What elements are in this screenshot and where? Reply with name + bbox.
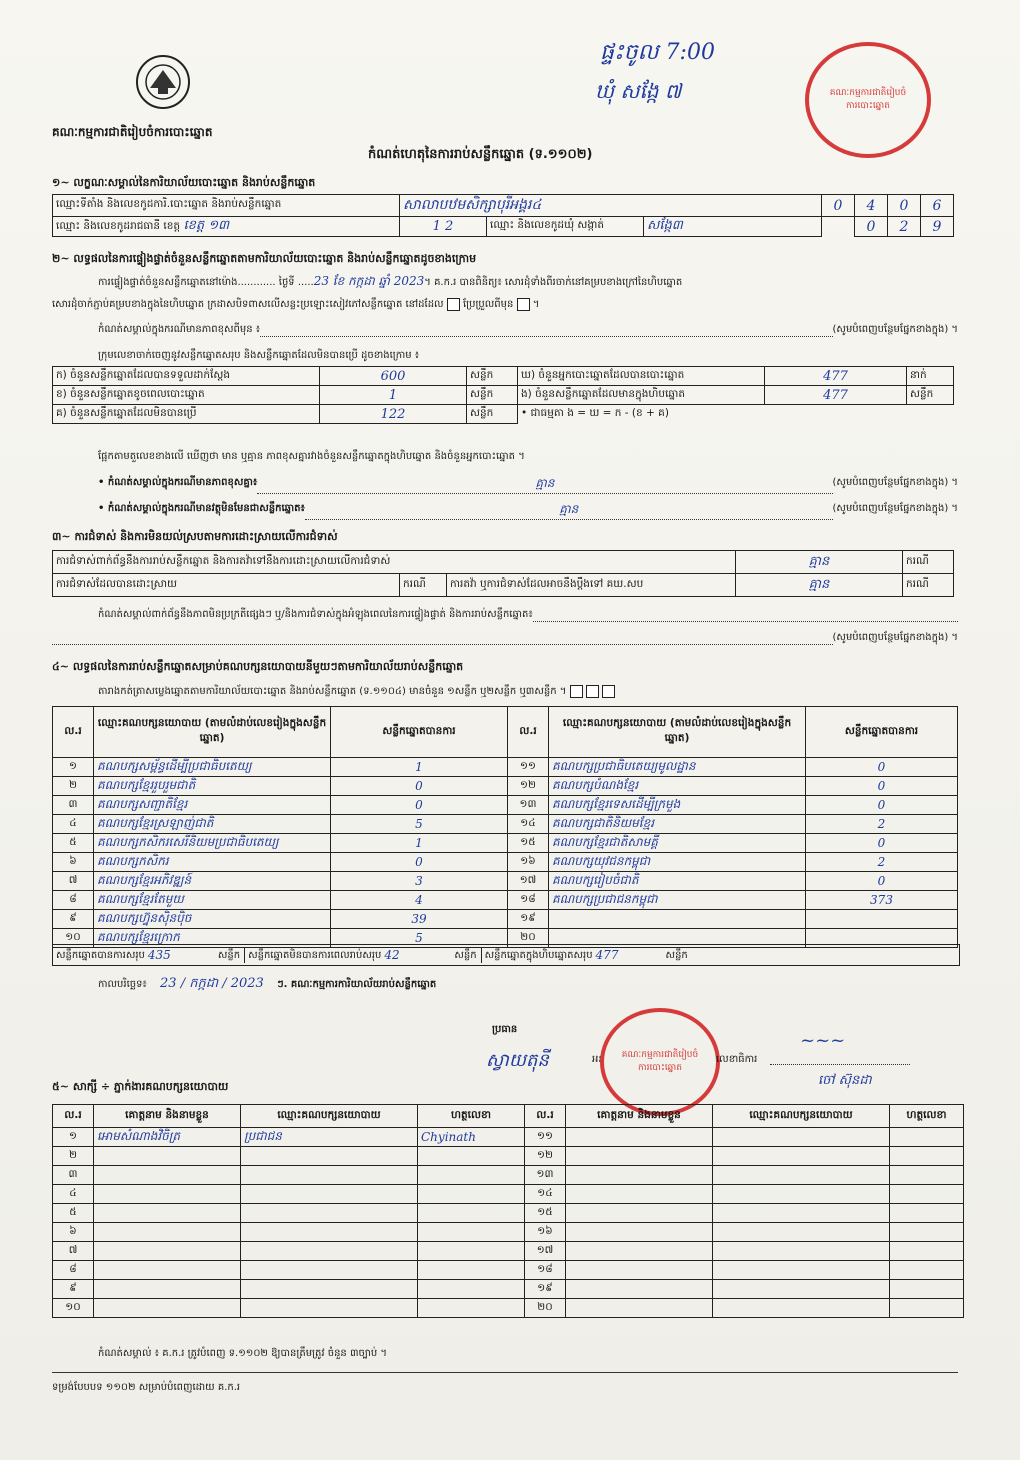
- count-value-e: 477: [765, 386, 907, 405]
- witness-signature: [418, 1280, 525, 1299]
- appeal-label: ការតវ៉ា ឬការជំទាស់ដែលអាចនឹងប្ដឹងទៅ គឃ.សប: [447, 574, 736, 597]
- objection-table: [52, 550, 954, 597]
- witness-signature: [418, 1185, 525, 1204]
- witness-row: [53, 1128, 964, 1147]
- total-valid-value: 435: [147, 948, 171, 962]
- committee-name: គណៈកម្មការជាតិរៀបចំការបោះឆ្នោត: [52, 125, 213, 139]
- witness-signature: [418, 1223, 525, 1242]
- diff-note: • កំណត់សម្គាល់ក្នុងករណីមានភាពខុសគ្នា៖ គ្មាន (សូមបំពេញបន្ថែមផ្នែកខាងក្នុង) ។: [98, 475, 958, 494]
- results-party: គណបក្សហ្វ៊ុនស៊ិនប៉ិច: [94, 910, 331, 929]
- witness-party: [713, 1128, 890, 1147]
- checkbox-three-sheets[interactable]: [602, 685, 615, 698]
- witness-party: [713, 1242, 890, 1261]
- witness-col-party: ឈ្មោះគណបក្សនយោបាយ: [241, 1105, 418, 1128]
- witness-signature: [890, 1223, 964, 1242]
- witness-col-sig: ហត្ថលេខា: [418, 1105, 525, 1128]
- objection-unit: ករណី: [903, 551, 954, 574]
- witness-no: ១២: [525, 1147, 566, 1166]
- witness-name: [94, 1261, 241, 1280]
- results-votes: 0: [806, 758, 958, 777]
- results-votes: 373: [806, 891, 958, 910]
- witness-party: [241, 1299, 418, 1318]
- witness-party: [241, 1166, 418, 1185]
- results-votes: 0: [331, 853, 508, 872]
- handwritten-place: ឃុំ សង្កែ ៧: [595, 79, 682, 103]
- commune-label: ឈ្មោះ និងលេខកូដឃុំ សង្កាត់: [487, 217, 644, 237]
- total-invalid-label: សន្លឹកឆ្នោតមិនបានការពេលរាប់សរុប: [248, 949, 382, 961]
- witness-signature: [890, 1299, 964, 1318]
- count-label-b: ខ) ចំនួនសន្លឹកឆ្នោតខូចពេលបោះឆ្នោត: [53, 386, 320, 405]
- results-party: គណបក្សរៀបចំជាតិ: [549, 872, 806, 891]
- witness-name: [94, 1166, 241, 1185]
- commune-value: សង្កែ៣: [644, 217, 822, 237]
- results-row: [53, 758, 958, 777]
- witness-name: [94, 1299, 241, 1318]
- results-party: គណបក្សយុវជនកម្ពុជា: [549, 853, 806, 872]
- commune-code-1: 0: [855, 217, 888, 237]
- results-no: ១១: [508, 758, 549, 777]
- results-col-party-2: ឈ្មោះគណបក្សនយោបាយ (តាមលំដាប់លេខរៀងក្នុងសន្លឹកឆ្នោត): [549, 707, 806, 758]
- results-party: គណបក្សខ្មែរអភិវឌ្ឍន៍: [94, 872, 331, 891]
- witness-no: ១០: [53, 1299, 94, 1318]
- witness-col-sig-2: ហត្ថលេខា: [890, 1105, 964, 1128]
- count-value-b: 1: [320, 386, 467, 405]
- witness-name: [94, 1280, 241, 1299]
- results-party: គណបក្សកសិករ: [94, 853, 331, 872]
- diff-line: ផ្អែកតាមតួលេខខាងលើ ឃើញថា មាន ឬគ្មាន ភាពខុសគ្នារវាងចំនួនសន្លឹកឆ្នោតក្នុងហិបឆ្នោត និងចំនួនអ្នកបោះឆ្នោត ។: [98, 451, 525, 462]
- results-col-no-2: ល.រ: [508, 707, 549, 758]
- witness-name: [566, 1147, 713, 1166]
- witness-party: [713, 1147, 890, 1166]
- results-party: គណបក្សប្រជាធិបតេយ្យមូលដ្ឋាន: [549, 758, 806, 777]
- appeal-value: គ្មាន: [736, 574, 903, 597]
- chair-label: ប្រធាន: [492, 1024, 518, 1035]
- witness-col-name-2: គោត្តនាម និងនាមខ្លួន: [566, 1105, 713, 1128]
- witness-signature: [418, 1261, 525, 1280]
- nec-logo: [128, 52, 198, 112]
- results-no: ១៩: [508, 910, 549, 929]
- section3-heading: ៣~ ការជំទាស់ និងការមិនយល់ស្របតាមការដោះស្រាយលើការជំទាស់: [52, 530, 338, 543]
- total-box-value: 477: [595, 948, 619, 962]
- witness-signature: [890, 1166, 964, 1185]
- results-no: ៧: [53, 872, 94, 891]
- witness-no: ៤: [53, 1185, 94, 1204]
- witness-party: [241, 1204, 418, 1223]
- witness-no: ១: [53, 1128, 94, 1147]
- witness-row: [53, 1280, 964, 1299]
- witness-signature: [418, 1204, 525, 1223]
- results-votes: 4: [331, 891, 508, 910]
- totals-row: សន្លឹកឆ្នោតបានការសរុប 435 សន្លឹក សន្លឹកឆ្នោតមិនបានការពេលរាប់សរុប 42 សន្លឹក សន្លឹកឆ្នោតក្នុងហិបឆ្នោតសរុប 477 សន្លឹក: [52, 944, 960, 966]
- results-party: គណបក្សខ្មែរស្រឡាញ់ជាតិ: [94, 815, 331, 834]
- form-title: កំណត់ហេតុនៃការរាប់សន្លឹកឆ្នោត (ទ.១១០២): [368, 147, 593, 162]
- count-date: 23 / កក្កដា / 2023: [160, 976, 264, 991]
- results-row: [53, 910, 958, 929]
- results-row: [53, 796, 958, 815]
- resolved-unit: ករណី: [400, 574, 447, 597]
- witness-signature: [890, 1185, 964, 1204]
- results-votes: [806, 910, 958, 929]
- location-code-3: 0: [888, 195, 921, 217]
- witness-party: [241, 1185, 418, 1204]
- witness-row: [53, 1185, 964, 1204]
- footer-divider: [52, 1372, 958, 1373]
- witness-signature: [418, 1299, 525, 1318]
- location-label: ឈ្មោះទីតាំង និងលេខកូដការិ.បោះឆ្នោត និងរាប់សន្លឹកឆ្នោត: [53, 195, 400, 217]
- total-valid-label: សន្លឹកឆ្នោតបានការសរុប: [56, 949, 145, 961]
- checkbox-two-sheets[interactable]: [586, 685, 599, 698]
- irregularity-note-2: (សូមបំពេញបន្ថែមផ្នែកខាងក្នុង) ។: [52, 630, 958, 645]
- results-no: ៤: [53, 815, 94, 834]
- results-no: ៩: [53, 910, 94, 929]
- witness-row: [53, 1204, 964, 1223]
- witness-name: [566, 1204, 713, 1223]
- witness-signature: [890, 1204, 964, 1223]
- location-code-4: 6: [921, 195, 954, 217]
- results-col-votes-2: សន្លឹកឆ្នោតបានការ: [806, 707, 958, 758]
- results-votes: 39: [331, 910, 508, 929]
- count-value-a: 600: [320, 367, 467, 386]
- results-party: គណបក្សកសិករសេរីនិយមប្រជាធិបតេយ្យ: [94, 834, 331, 853]
- results-no: ១៦: [508, 853, 549, 872]
- official-stamp-top: គណៈកម្មការជាតិរៀបចំការបោះឆ្នោត: [805, 42, 931, 158]
- witness-name: [94, 1242, 241, 1261]
- witness-signature: [890, 1147, 964, 1166]
- handwritten-time: ផ្ទះចូល 7:00: [600, 40, 715, 65]
- witness-row: [53, 1223, 964, 1242]
- witness-name: [94, 1185, 241, 1204]
- date-committee-line: កាលបរិច្ឆេទ៖ 23 / កក្កដា / 2023 ៗ. គណៈកម្មការការិយាល័យរាប់សន្លឹកឆ្នោត: [98, 976, 437, 991]
- results-no: ១៥: [508, 834, 549, 853]
- secretary-name: ចៅ ស៊ុនដា: [818, 1073, 872, 1088]
- witness-signature: [418, 1242, 525, 1261]
- witness-no: ១៦: [525, 1223, 566, 1242]
- witness-name: [566, 1166, 713, 1185]
- witness-name: អោមសំណាងវិចិត្រ: [94, 1128, 241, 1147]
- results-votes: 0: [331, 796, 508, 815]
- foreign-object-value: គ្មាន: [559, 502, 579, 516]
- results-votes: 1: [331, 758, 508, 777]
- verify-line: ការផ្ទៀងផ្ទាត់ចំនួនសន្លឹកឆ្នោតនៅម៉ោង............ ថ្ងៃទី .....23 ខែ កក្កដា ឆ្នាំ 2023។ គ.ក.រ បានពិនិត្យ៖ សោរ​ដុំទាំងពីរចាក់នៅគម្របខាងក្រៅនៃហិបឆ្នោត: [98, 274, 683, 288]
- official-stamp-bottom: គណៈកម្មការជាតិរៀបចំការបោះឆ្នោត: [600, 1008, 720, 1116]
- results-votes: 0: [806, 872, 958, 891]
- results-party: គណបក្សសញ្ជាតិខ្មែរ: [94, 796, 331, 815]
- witness-party: ប្រជាជន: [241, 1128, 418, 1147]
- witness-no: ១១: [525, 1128, 566, 1147]
- count-label-c: គ) ចំនួនសន្លឹកឆ្នោតដែលមិនបានប្រើ: [53, 405, 320, 424]
- count-value-c: 122: [320, 405, 467, 424]
- location-code-1: 0: [822, 195, 855, 217]
- count-label-d: ឃ) ចំនួនអ្នកបោះឆ្នោតដែលបានបោះឆ្នោត: [518, 367, 765, 386]
- location-code-2: 4: [855, 195, 888, 217]
- witness-no: ៦: [53, 1223, 94, 1242]
- results-votes: 0: [806, 796, 958, 815]
- witness-signature: [418, 1166, 525, 1185]
- results-party: គណបក្សខ្មែរក្រោក: [94, 929, 331, 948]
- section4-intro: តារាងកត់ត្រាសម្លេងឆ្នោតតាមការិយាល័យបោះឆ្នោត និងរាប់សន្លឹកឆ្នោត (ទ.១១០៤) មានចំនួន ១សន្លឹក ឬ២សន្លឹក ឬ៣សន្លឹក ។: [98, 684, 615, 699]
- witness-party: [241, 1223, 418, 1242]
- witness-no: ១៤: [525, 1185, 566, 1204]
- results-no: ១៧: [508, 872, 549, 891]
- witness-row: [53, 1299, 964, 1318]
- results-party: គណបក្សខ្មែរជាតិសាមគ្គី: [549, 834, 806, 853]
- results-col-votes: សន្លឹកឆ្នោតបានការ: [331, 707, 508, 758]
- total-box-label: សន្លឹកឆ្នោតក្នុងហិបឆ្នោតសរុប: [484, 949, 593, 961]
- results-votes: 1: [331, 834, 508, 853]
- results-no: ១: [53, 758, 94, 777]
- witness-party: [713, 1166, 890, 1185]
- diff-note-line: កំណត់សម្គាល់ក្នុងករណីមានភាពខុសពីមុន ៖ (សូមបំពេញបន្ថែមផ្នែកខាងក្នុង) ។: [98, 324, 958, 335]
- count-unit-c: សន្លឹក: [467, 405, 518, 424]
- count-unit-d: នាក់: [907, 367, 954, 386]
- witness-signature: [890, 1280, 964, 1299]
- results-table: [52, 706, 958, 948]
- witness-party: [713, 1185, 890, 1204]
- witness-no: ៣: [53, 1166, 94, 1185]
- witness-party: [713, 1299, 890, 1318]
- witness-no: ៩: [53, 1280, 94, 1299]
- witness-party: [713, 1261, 890, 1280]
- results-votes: 3: [331, 872, 508, 891]
- results-col-party: ឈ្មោះគណបក្សនយោបាយ (តាមលំដាប់លេខរៀងក្នុងសន្លឹកឆ្នោត): [94, 707, 331, 758]
- results-votes: 5: [331, 815, 508, 834]
- results-party: គណបក្សខ្មែរទេសដើម្បីក្រមួង: [549, 796, 806, 815]
- province-code: 1 2: [400, 217, 487, 237]
- witness-name: [566, 1223, 713, 1242]
- results-no: ២០: [508, 929, 549, 948]
- count-intro: ក្រុមលេខាចាក់ចេញនូវសន្លឹកឆ្នោតសរុប និងសន្លឹកឆ្នោតដែលមិនបានប្រើ ដូចខាងក្រោម ៖: [98, 350, 420, 361]
- witness-party: [241, 1280, 418, 1299]
- witness-name: [94, 1223, 241, 1242]
- witness-row: [53, 1261, 964, 1280]
- witness-col-name: គោត្តនាម និងនាមខ្លួន: [94, 1105, 241, 1128]
- location-value: សាលាបឋមសិក្សាបុរីអង្គរ៤: [400, 195, 822, 217]
- results-votes: 0: [806, 834, 958, 853]
- results-no: ២: [53, 777, 94, 796]
- count-value-d: 477: [765, 367, 907, 386]
- results-col-no: ល.រ: [53, 707, 94, 758]
- witness-no: ១៥: [525, 1204, 566, 1223]
- results-party: គណបក្សប្រជាជនកម្ពុជា: [549, 891, 806, 910]
- witness-signature: [890, 1261, 964, 1280]
- member-label: អនុ: [592, 1054, 605, 1065]
- results-row: [53, 777, 958, 796]
- witness-name: [566, 1299, 713, 1318]
- results-no: ១៣: [508, 796, 549, 815]
- results-row: [53, 815, 958, 834]
- seal-line: សោរដុំចាក់ភ្ជាប់គម្របខាងក្នុងនៃហិបឆ្នោត ក្រដាសបិទពាសលើសន្លះប្រឡោះសៀវភៅសន្លឹកឆ្នោត នៅដដែល ប្រែប្រួលពីមុន ។: [52, 299, 540, 310]
- results-no: ៥: [53, 834, 94, 853]
- diff-note-value: គ្មាន: [535, 476, 555, 490]
- witness-no: ៨: [53, 1261, 94, 1280]
- results-party: គណបក្សបំណងខ្មែរ: [549, 777, 806, 796]
- witness-party: [241, 1261, 418, 1280]
- province-value: ខេត្ត ១៣: [183, 218, 230, 233]
- results-party: គណបក្សខ្មែររួបរួមជាតិ: [94, 777, 331, 796]
- checkbox-changed[interactable]: [517, 298, 530, 311]
- witness-signature: [890, 1242, 964, 1261]
- results-row: [53, 853, 958, 872]
- secretary-label: លេខាធិការ: [716, 1054, 758, 1065]
- results-party: [549, 910, 806, 929]
- resolved-label: ការជំទាស់ដែលបានដោះស្រាយ: [53, 574, 400, 597]
- appeal-unit: ករណី: [903, 574, 954, 597]
- results-votes: 0: [331, 777, 508, 796]
- witness-col-party-2: ឈ្មោះគណបក្សនយោបាយ: [713, 1105, 890, 1128]
- witness-name: [94, 1204, 241, 1223]
- results-no: ៣: [53, 796, 94, 815]
- results-no: ១៤: [508, 815, 549, 834]
- province-label: ឈ្មោះ និងលេខកូដរាជធានី ខេត្ត ខេត្ត ១៣: [53, 217, 400, 237]
- commune-code-2: 2: [888, 217, 921, 237]
- witness-name: [566, 1185, 713, 1204]
- chair-signature: ស្វាយតុនី: [486, 1050, 549, 1071]
- witness-row: [53, 1166, 964, 1185]
- total-invalid-value: 42: [384, 948, 400, 962]
- witness-signature: [418, 1147, 525, 1166]
- results-votes: 5: [331, 929, 508, 948]
- checkbox-unchanged[interactable]: [447, 298, 460, 311]
- witness-name: [566, 1261, 713, 1280]
- witness-name: [566, 1128, 713, 1147]
- foreign-object-note: • កំណត់សម្គាល់ក្នុងករណីមានវត្ថុមិនមែនជាសន្លឹកឆ្នោត៖ គ្មាន (សូមបំពេញបន្ថែមផ្នែកខាងក្នុង) ។: [98, 501, 958, 520]
- witness-table: [52, 1104, 964, 1318]
- checkbox-one-sheet[interactable]: [570, 685, 583, 698]
- witness-party: [713, 1204, 890, 1223]
- results-no: ៨: [53, 891, 94, 910]
- footer-note: កំណត់សម្គាល់ ៖ គ.ក.រ ត្រូវបំពេញ ទ.១១០២ ឱ្យបានត្រឹមត្រូវ ចំនួន ៣ច្បាប់ ។: [98, 1348, 387, 1359]
- results-party: គណបក្សជាតិនិយមខ្មែរ: [549, 815, 806, 834]
- count-unit-a: សន្លឹក: [467, 367, 518, 386]
- objection-value: គ្មាន: [736, 551, 903, 574]
- count-unit-e: សន្លឹក: [907, 386, 954, 405]
- witness-party: [713, 1223, 890, 1242]
- results-row: [53, 872, 958, 891]
- witness-row: [53, 1242, 964, 1261]
- witness-name: [94, 1147, 241, 1166]
- count-unit-b: សន្លឹក: [467, 386, 518, 405]
- section1-heading: ១~ លក្ខណៈសម្គាល់នៃការិយាល័យបោះឆ្នោត និងរាប់សន្លឹកឆ្នោត: [52, 176, 316, 189]
- witness-no: ៥: [53, 1204, 94, 1223]
- witness-no: ៧: [53, 1242, 94, 1261]
- results-no: ៦: [53, 853, 94, 872]
- results-no: ១៨: [508, 891, 549, 910]
- witness-party: [241, 1147, 418, 1166]
- witness-no: ១៧: [525, 1242, 566, 1261]
- objection-label: ការជំទាស់ពាក់ព័ន្ធនឹងការរាប់សន្លឹកឆ្នោត និងការតវ៉ាទៅនឹងការដោះស្រាយលើការជំទាស់: [53, 551, 736, 574]
- witness-party: [241, 1242, 418, 1261]
- witness-name: [566, 1280, 713, 1299]
- witness-no: ១៩: [525, 1280, 566, 1299]
- witness-col-no: ល.រ: [53, 1105, 94, 1128]
- witness-name: [566, 1242, 713, 1261]
- commune-code-3: 9: [921, 217, 954, 237]
- results-no: ១២: [508, 777, 549, 796]
- secretary-signature-mark: ~~~: [800, 1030, 846, 1051]
- witness-signature: Chyinath: [418, 1128, 525, 1147]
- irregularity-note: កំណត់សម្គាល់ពាក់ព័ន្ធនឹងភាពមិនប្រក្រតីផ្សេងៗ ឬ/និងការជំទាស់ក្នុងអំឡុងពេលនៃការផ្ទៀងផ្ទាត់ និងការរាប់សន្លឹកឆ្នោត៖: [98, 607, 958, 622]
- count-label-e: ង) ចំនួនសន្លឹកឆ្នោតដែលមានក្នុងហិបឆ្នោត: [518, 386, 765, 405]
- count-table: [52, 366, 954, 424]
- results-votes: 2: [806, 815, 958, 834]
- witness-signature: [890, 1128, 964, 1147]
- witness-col-no-2: ល.រ: [525, 1105, 566, 1128]
- witness-no: ២: [53, 1147, 94, 1166]
- results-party: គណបក្សសម្ព័ន្ធដើម្បីប្រជាធិបតេយ្យ: [94, 758, 331, 777]
- section4-heading: ៤~ លទ្ធផលនៃការរាប់សន្លឹកឆ្នោតសម្រាប់គណបក្សនយោបាយនីមួយៗតាមការិយាល័យរាប់សន្លឹកឆ្នោត: [52, 660, 464, 673]
- witness-no: ១៨: [525, 1261, 566, 1280]
- witness-row: [53, 1147, 964, 1166]
- witness-no: ១៣: [525, 1166, 566, 1185]
- count-formula: • ជាធម្មតា ង = ឃ = ក - (ខ + គ): [521, 406, 669, 419]
- section2-heading: ២~ លទ្ធផលនៃការផ្ទៀងផ្ទាត់ចំនួនសន្លឹកឆ្នោតតាមការិយាល័យបោះឆ្នោត និងរាប់សន្លឹកឆ្នោតដូចខាងក្រោម: [52, 252, 477, 265]
- results-row: [53, 834, 958, 853]
- results-party: គណបក្សខ្មែរតែមួយ: [94, 891, 331, 910]
- results-no: ១០: [53, 929, 94, 948]
- results-votes: 2: [806, 853, 958, 872]
- location-table: [52, 194, 954, 237]
- results-votes: 0: [806, 777, 958, 796]
- count-label-a: ក) ចំនួនសន្លឹកឆ្នោតដែលបានទទួលដាក់ស្ដែង: [53, 367, 320, 386]
- witness-no: ២០: [525, 1299, 566, 1318]
- witness-party: [713, 1280, 890, 1299]
- section5-heading: ៥~ សាក្សី ÷ ភ្នាក់ងារគណបក្សនយោបាយ: [52, 1080, 229, 1093]
- verify-date: 23 ខែ កក្កដា ឆ្នាំ 2023: [313, 274, 425, 288]
- bottom-note: ទម្រង់បែបបទ ១១០២ សម្រាប់បំពេញដោយ គ.ក.រ: [52, 1382, 241, 1393]
- secretary-line: [770, 1064, 910, 1065]
- results-row: [53, 891, 958, 910]
